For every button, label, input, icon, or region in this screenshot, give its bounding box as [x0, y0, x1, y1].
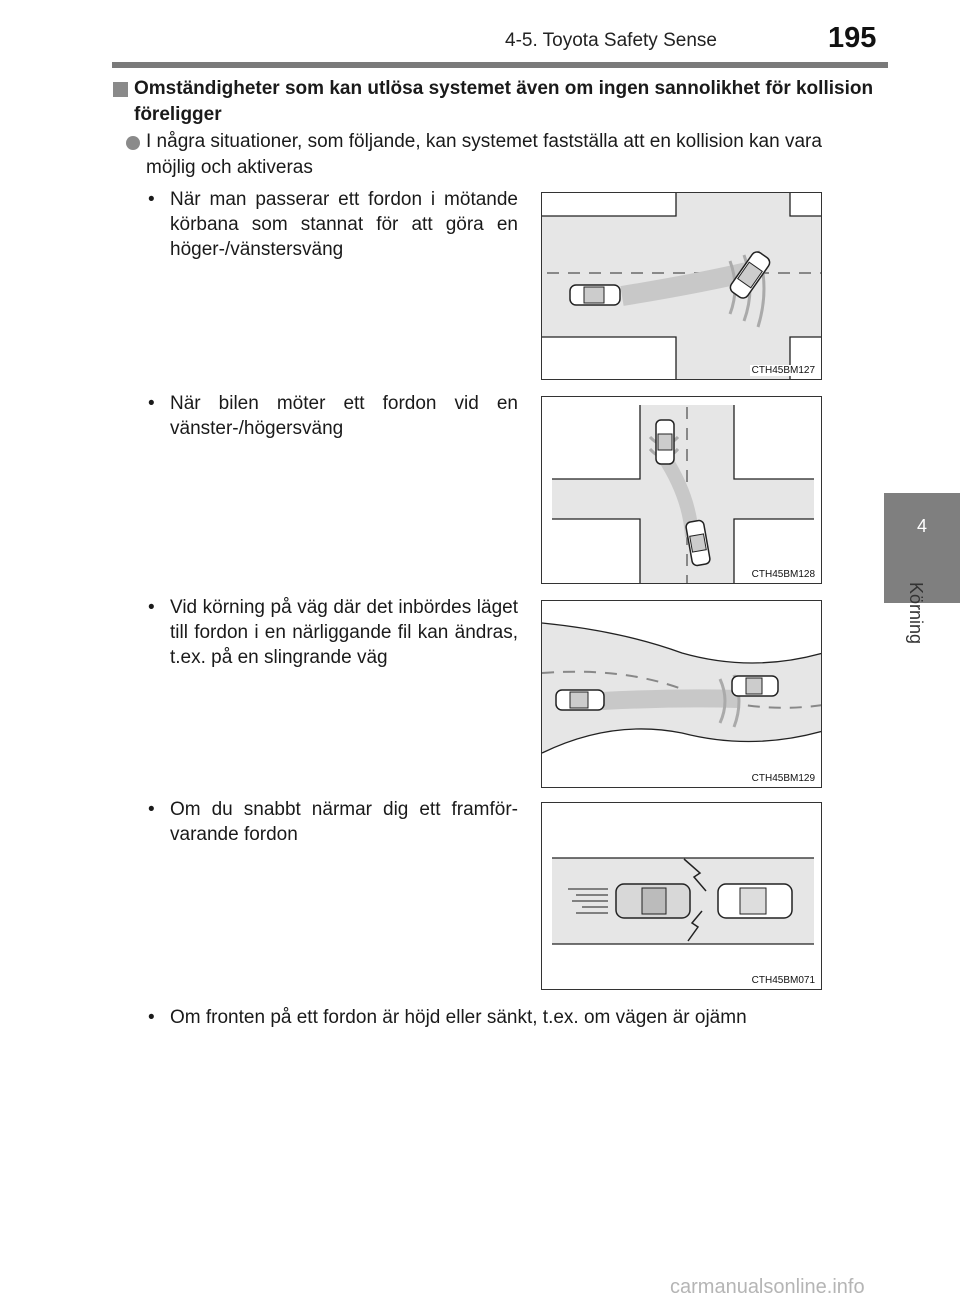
figure-code: CTH45BM128	[751, 569, 815, 580]
list-item	[148, 187, 518, 262]
list-item	[148, 797, 518, 847]
figure-drawing	[542, 601, 822, 788]
bullet-dot: •	[148, 597, 155, 618]
list-item	[148, 391, 518, 441]
figure-code: CTH45BM071	[751, 975, 815, 986]
chapter-label: Körning	[906, 582, 926, 645]
list-item-text: Om fronten på ett fordon är höjd eller sänkt, t.ex. om vägen är ojämn	[170, 1007, 747, 1028]
section-heading: Omständigheter som kan utlösa systemet även om ingen sannolikhet för kollision föreligger	[134, 78, 874, 125]
figure-code: CTH45BM127	[751, 365, 815, 376]
square-bullet-icon	[113, 82, 128, 97]
figure-winding-road	[541, 600, 822, 788]
intro-paragraph: I några situationer, som följande, kan systemet fastställa att en kollision kan vara möjlig och aktiveras	[146, 131, 822, 178]
chapter-number: 4	[916, 516, 927, 536]
bullet-dot: •	[148, 189, 155, 210]
list-item	[148, 595, 518, 670]
figure-code: CTH45BM129	[751, 773, 815, 784]
list-item-text: Om du snabbt närmar dig ett framför-varande fordon	[170, 799, 518, 845]
figure-oncoming-at-turn	[541, 396, 822, 584]
header-rule	[112, 62, 888, 68]
section-title: 4-5. Toyota Safety Sense	[505, 30, 717, 51]
footer-watermark: carmanualsonline.info	[670, 1276, 865, 1298]
list-item-text: När man passerar ett fordon i mötande körbana som stannat för att göra en höger-/vänstersväng	[170, 189, 518, 260]
bullet-dot: •	[148, 799, 155, 820]
list-item-text: När bilen möter ett fordon vid en vänster-/högersväng	[170, 393, 518, 439]
list-item	[148, 1005, 747, 1030]
figure-passing-turning-vehicle	[541, 192, 822, 380]
figure-drawing	[542, 193, 822, 380]
figure-drawing	[542, 397, 822, 584]
page-number: 195	[828, 22, 877, 54]
bullet-dot: •	[148, 393, 155, 414]
list-item-text: Vid körning på väg där det inbördes läget till fordon i en närliggande fil kan ändras, t.ex. på en slingrande väg	[170, 597, 518, 668]
circle-bullet-icon	[126, 136, 140, 150]
bullet-dot: •	[148, 1007, 155, 1028]
figure-rapid-approach	[541, 802, 822, 990]
figure-drawing	[542, 803, 822, 990]
